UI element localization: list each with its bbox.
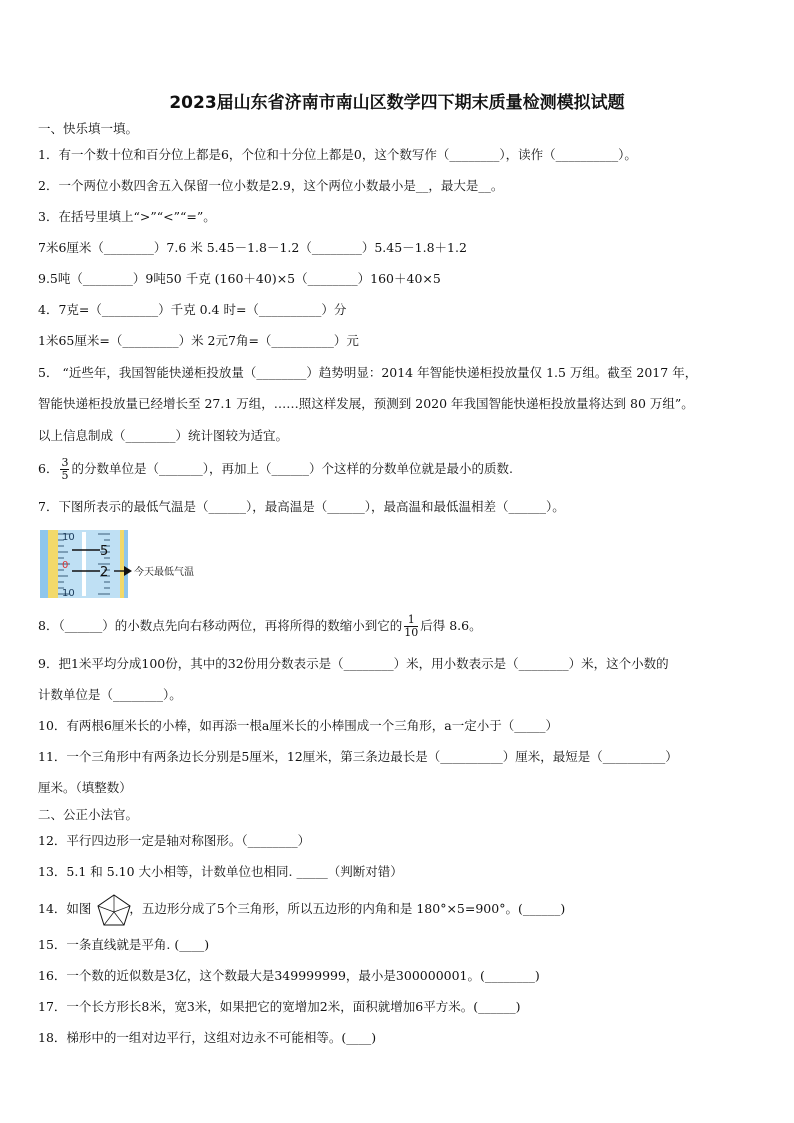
- question-15: 15．一条直线就是平角. (____): [38, 937, 210, 952]
- fraction-denominator: 10: [404, 626, 419, 639]
- question-13: 13．5.1 和 5.10 大小相等，计数单位也相同. _____（判断对错）: [38, 864, 403, 879]
- question-6: [38, 456, 513, 482]
- question-10: 10．有两根6厘米长的小棒，如再添一根a厘米长的小棒围成一个三角形，a一定小于（_____）: [38, 718, 559, 733]
- question-17: 17．一个长方形长8米，宽3米，如果把它的宽增加2米，面积就增加6平方米。(______): [38, 999, 521, 1014]
- tick-label-bottom: 10: [62, 588, 75, 598]
- fraction-one-tenth: [404, 614, 418, 639]
- question-5-line-3: 以上信息制成（________）统计图较为适宜。: [38, 428, 289, 443]
- fraction-numerator: 3: [61, 456, 69, 469]
- pentagon-figure: [96, 893, 132, 927]
- question-8-text: 8．（______）的小数点先向右移动两位，再将所得的数缩小到它的: [38, 618, 403, 633]
- low-temp-value: 2: [100, 565, 109, 580]
- high-temp-value: 5: [100, 544, 109, 559]
- question-7: 7．下图所表示的最低气温是（______），最高温是（______），最高温和最低温相差（______）。: [38, 499, 565, 514]
- question-3: 3．在括号里填上“>”“<”“=”。: [38, 209, 216, 224]
- question-12: 12．平行四边形一定是轴对称图形。（________）: [38, 833, 311, 848]
- question-14-prefix: 14．如图: [38, 901, 92, 916]
- thermometer-left-band: [48, 530, 58, 598]
- question-14-text: ，五边形分成了5个三角形，所以五边形的内角和是 180°×5=900°。(______): [129, 901, 566, 916]
- question-6-text: 的分数单位是（_______），再加上（______）个这样的分数单位就是最小的质数.: [71, 461, 513, 476]
- question-5-line-1: 5． “近些年，我国智能快递柜投放量（________）趋势明显：2014 年智能快递柜投放量仅 1.5 万组。截至 2017 年，: [38, 365, 698, 380]
- thermometer-figure: [40, 530, 200, 598]
- question-4-row-a: 4．7克=（_________）千克 0.4 时=（__________）分: [38, 302, 347, 317]
- tick-label-top: 10: [62, 532, 75, 543]
- thermometer-left-edge: [40, 530, 48, 598]
- fraction-denominator: 5: [61, 469, 69, 482]
- question-8-tail: 后得 8.6。: [420, 618, 482, 633]
- fraction-three-fifths: [60, 457, 69, 482]
- question-3-row-a: 7米6厘米（________）7.6 米 5.45－1.8－1.2（________）5.45－1.8＋1.2: [38, 240, 467, 255]
- question-11-line-2: 厘米。（填整数）: [38, 780, 132, 795]
- question-1: 1．有一个数十位和百分位上都是6，个位和十分位上都是0，这个数写作（________），读作（__________）。: [38, 147, 637, 162]
- section-heading-1: 一、快乐填一填。: [38, 121, 139, 136]
- question-16: 16．一个数的近似数是3亿，这个数最大是349999999，最小是300000001。(________): [38, 968, 540, 983]
- question-9-line-1: 9．把1米平均分成100份，其中的32份用分数表示是（________）米，用小数表示是（________）米，这个小数的: [38, 656, 669, 671]
- tick-label-zero: 0: [62, 560, 69, 571]
- question-6-number: 6．: [38, 461, 59, 476]
- fraction-numerator: 1: [404, 614, 418, 627]
- question-2: 2．一个两位小数四舍五入保留一位小数是2.9，这个两位小数最小是__，最大是__。: [38, 178, 504, 193]
- question-3-row-b: 9.5吨（________）9吨50 千克 (160＋40)×5（________）160＋40×5: [38, 271, 441, 286]
- question-8: [38, 612, 482, 640]
- question-5-line-2: 智能快递柜投放量已经增长至 27.1 万组，……照这样发展，预测到 2020 年我国智能快递柜投放量将达到 80 万组”。: [38, 396, 694, 411]
- section-heading-2: 二、公正小法官。: [38, 807, 139, 822]
- question-11-line-1: 11．一个三角形中有两条边长分别是5厘米，12厘米，第三条边最长是（__________）厘米，最短是（__________）: [38, 749, 678, 764]
- question-18: 18．梯形中的一组对边平行，这组对边永不可能相等。(____): [38, 1030, 377, 1045]
- question-4-row-b: 1米65厘米=（_________）米 2元7角=（__________）元: [38, 333, 359, 348]
- thermometer-caption: 今天最低气温: [134, 567, 194, 578]
- page-title: 2023届山东省济南市南山区数学四下期末质量检测模拟试题: [169, 93, 625, 113]
- thermometer-right-band: [120, 530, 124, 598]
- question-9-line-2: 计数单位是（________）。: [38, 687, 182, 702]
- thermometer-right-edge: [124, 530, 128, 598]
